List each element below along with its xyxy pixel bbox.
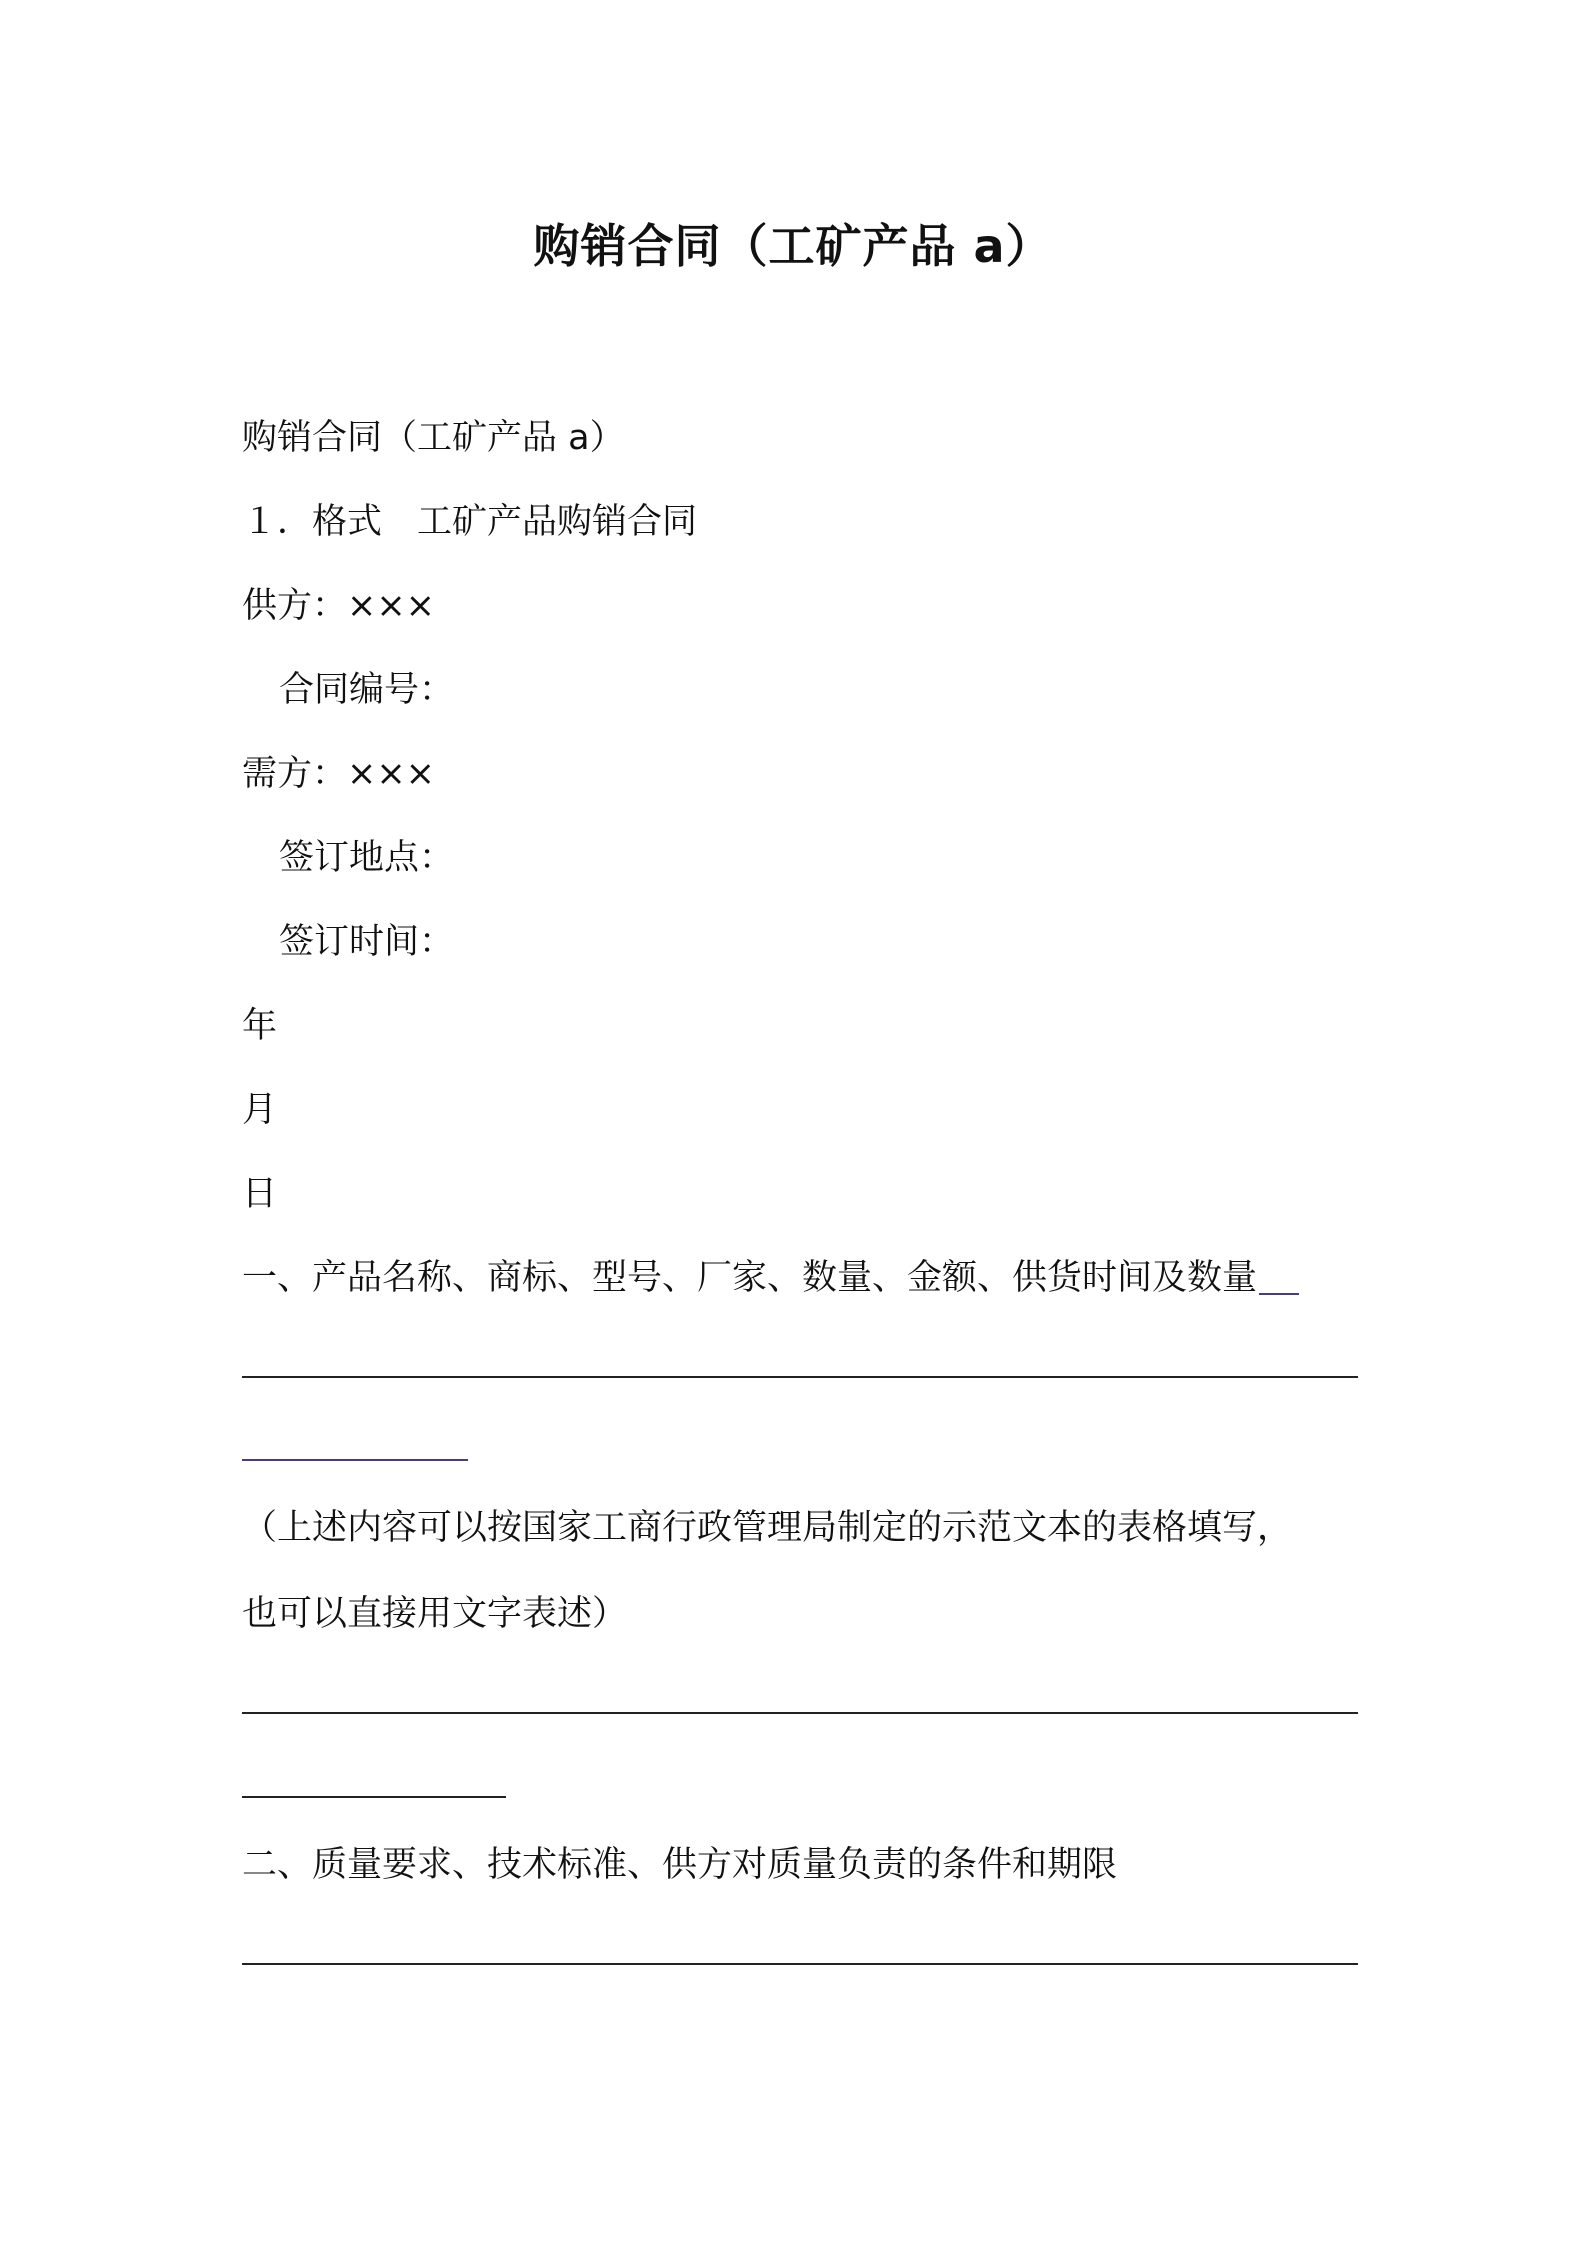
- supplier-line: 供方：×××: [242, 586, 435, 626]
- fill-blank-line-short: [242, 1796, 506, 1798]
- fill-blank-line: [242, 1712, 1358, 1714]
- format-line: １．格式 工矿产品购销合同: [242, 502, 698, 542]
- buyer-line: 需方：×××: [242, 754, 435, 794]
- year-label: 年: [242, 1006, 278, 1046]
- month-label: 月: [242, 1090, 278, 1130]
- note-line-1: （上述内容可以按国家工商行政管理局制定的示范文本的表格填写，: [242, 1508, 1293, 1548]
- fill-blank-line-short: [242, 1459, 468, 1461]
- sign-time-label: 签订时间：: [279, 922, 455, 962]
- note-line-2: 也可以直接用文字表述）: [242, 1594, 628, 1634]
- document-title: 购销合同（工矿产品 a）: [533, 219, 1053, 273]
- section-2-heading: 二、质量要求、技术标准、供方对质量负责的条件和期限: [242, 1845, 1118, 1885]
- fill-blank-line: [242, 1376, 1358, 1378]
- fill-blank-line: [242, 1963, 1358, 1965]
- contract-number-label: 合同编号：: [279, 670, 455, 710]
- fill-blank-inline: [1259, 1293, 1299, 1295]
- day-label: 日: [242, 1174, 278, 1214]
- section-1-text: 一、产品名称、商标、型号、厂家、数量、金额、供货时间及数量: [242, 1258, 1258, 1298]
- sign-place-label: 签订地点：: [279, 838, 455, 878]
- section-1-heading: [242, 1256, 1299, 1300]
- subtitle: 购销合同（工矿产品 a）: [242, 418, 625, 458]
